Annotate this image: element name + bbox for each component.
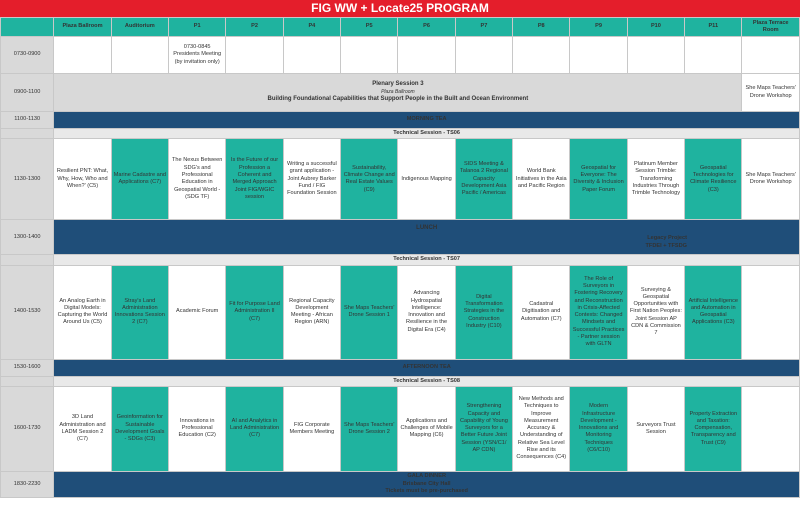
time-label: 1300-1400: [1, 220, 54, 255]
plenary-location: Plaza Ballroom: [381, 89, 415, 96]
header-auditorium: Auditorium: [111, 18, 168, 37]
row-1300: [1, 220, 800, 255]
cell-empty: [283, 37, 340, 74]
header-p10: P10: [627, 18, 684, 37]
lunch-bar: [54, 220, 800, 255]
time-label: 1100-1130: [1, 112, 54, 129]
session-cell[interactable]: Modern Infrastructure Development - Innovations and Monitoring Techniques (C6/C10): [570, 386, 627, 471]
header-p11: P11: [685, 18, 742, 37]
session-cell[interactable]: She Maps Teachers' Drone Workshop: [742, 139, 800, 220]
header-plaza-ballroom: Plaza Ballroom: [54, 18, 111, 37]
session-cell[interactable]: Regional Capacity Development Meeting - African Region (ARN): [283, 265, 340, 359]
session-cell[interactable]: Marine Cadastre and Applications (C7): [111, 139, 168, 220]
cell-empty: [513, 37, 570, 74]
time-label: 1830-2230: [1, 471, 54, 497]
cell-empty: [54, 37, 111, 74]
session-cell[interactable]: Academic Forum: [169, 265, 226, 359]
session-cell[interactable]: Is the Future of our Profession a Coherent and Merged Approach Joint FIG/WGIC session: [226, 139, 283, 220]
session-cell[interactable]: An Analog Earth in Digital Models: Capturing the World Around Us (C5): [54, 265, 111, 359]
header-time: [1, 18, 54, 37]
row-1530: [1, 359, 800, 376]
ts07-label: Technical Session - TS07: [54, 255, 800, 265]
header-p8: P8: [513, 18, 570, 37]
row-0730: [1, 37, 800, 74]
session-cell[interactable]: Resilient PNT: What, Why, How, Who and When?' (C5): [54, 139, 111, 220]
time-label: 0730-0900: [1, 37, 54, 74]
lunch-label: LUNCH: [416, 224, 438, 231]
cell-empty: [111, 37, 168, 74]
presidents-meeting-cell[interactable]: 0730-0845 Presidents Meeting (by invitation only): [169, 37, 226, 74]
session-cell[interactable]: Artificial Intelligence and Automation in Geospatial Applications (C3): [685, 265, 742, 359]
session-cell[interactable]: 3D Land Administration and LADM Session 2 (C7): [54, 386, 111, 471]
morning-tea-bar: MORNING TEA: [54, 112, 800, 129]
gala-venue: Brisbane City Hall: [402, 480, 451, 487]
header-p1: P1: [169, 18, 226, 37]
session-cell[interactable]: Surveyors Trust Session: [627, 386, 684, 471]
session-cell[interactable]: Stray's Land Administration Innovations Session 2 (C7): [111, 265, 168, 359]
session-cell[interactable]: New Methods and Techniques to Improve Measurement Accuracy & Understanding of Relative Sea Level Rise and its Consequences (C4): [513, 386, 570, 471]
time-label-blank: [1, 129, 54, 139]
time-label-blank: [1, 376, 54, 386]
time-label: 1600-1730: [1, 386, 54, 471]
row-0900: [1, 74, 800, 112]
header-p9: P9: [570, 18, 627, 37]
header-p4: P4: [283, 18, 340, 37]
time-label: 1530-1600: [1, 359, 54, 376]
time-label-blank: [1, 255, 54, 265]
row-1830: [1, 471, 800, 497]
header-p2: P2: [226, 18, 283, 37]
session-cell[interactable]: The Role of Surveyors in Fostering Recovery and Reconstruction in Crisis-Affected Contexts: Changed Mindsets and Successful Practices - Partner session with GLTN: [570, 265, 627, 359]
session-cell[interactable]: Property Extraction and Taxation: Compensation, Transparency and Trust (C9): [685, 386, 742, 471]
plenary-title: Plenary Session 3: [372, 81, 424, 88]
session-cell[interactable]: Indigenous Mapping: [398, 139, 455, 220]
session-cell[interactable]: She Maps Teachers' Drone Session 2: [341, 386, 398, 471]
time-label: 0900-1100: [1, 74, 54, 112]
ts08-label-row: [1, 376, 800, 386]
time-label: 1130-1300: [1, 139, 54, 220]
program-grid: [0, 17, 800, 498]
terrace-drone-workshop-cell[interactable]: She Maps Teachers' Drone Workshop: [742, 74, 800, 112]
session-cell[interactable]: The Nexus Between SDG's and Professional Education in Geospatial World - (SDG TF): [169, 139, 226, 220]
session-cell[interactable]: SIDS Meeting & Talanoa 2 Regional Capacity Development Asia Pacific / Americas: [455, 139, 512, 220]
cell-empty: [398, 37, 455, 74]
tfdei-tfsdg-label: TFDEI + TFSDG: [645, 242, 687, 249]
plenary-session-cell[interactable]: [54, 74, 742, 112]
afternoon-tea-bar: AFTERNOON TEA: [54, 359, 800, 376]
row-1100: [1, 112, 800, 129]
header-p5: P5: [341, 18, 398, 37]
ts06-label-row: [1, 129, 800, 139]
header-p7: P7: [455, 18, 512, 37]
session-cell[interactable]: AI and Analytics in Land Administration (C7): [226, 386, 283, 471]
session-cell[interactable]: She Maps Teachers' Drone Session 1: [341, 265, 398, 359]
session-cell[interactable]: Platinum Member Session Trimble: Transforming Industries Through Trimble Technology: [627, 139, 684, 220]
row-1400: [1, 265, 800, 359]
session-cell[interactable]: Applications and Challenges of Mobile Mapping (C6): [398, 386, 455, 471]
row-1600: [1, 386, 800, 471]
ts07-label-row: [1, 255, 800, 265]
header-p6: P6: [398, 18, 455, 37]
time-label: 1400-1530: [1, 265, 54, 359]
session-cell[interactable]: Advancing Hydrospatial Intelligence: Innovation and Resilience in the Digital Era (C4): [398, 265, 455, 359]
program-title: FIG WW + Locate25 PROGRAM: [0, 0, 800, 17]
session-cell[interactable]: Cadastral Digitisation and Automation (C7): [513, 265, 570, 359]
session-cell[interactable]: Geospatial for Everyone: The Diversity & Inclusion Paper Forum: [570, 139, 627, 220]
session-cell[interactable]: Innovations in Professional Education (C2): [169, 386, 226, 471]
cell-empty: [627, 37, 684, 74]
session-cell[interactable]: Writing a successful grant application - Joint Aubrey Barker Fund / FIG Foundation Session: [283, 139, 340, 220]
session-cell[interactable]: Surveying & Geospatial Opportunities with First Nation Peoples: Joint Session AP CDN & Commission 7: [627, 265, 684, 359]
plenary-description: Building Foundational Capabilities that Support People in the Built and Ocean Environment: [267, 95, 529, 102]
ts08-label: Technical Session - TS08: [54, 376, 800, 386]
ts06-label: Technical Session - TS06: [54, 129, 800, 139]
session-cell[interactable]: FIG Corporate Members Meeting: [283, 386, 340, 471]
header-row: [1, 18, 800, 37]
cell-empty: [742, 37, 800, 74]
session-cell: [742, 386, 800, 471]
session-cell: [742, 265, 800, 359]
session-cell[interactable]: World Bank Initiatives in the Asia and Pacific Region: [513, 139, 570, 220]
gala-tickets-note: Tickets must be pre-purchased: [385, 487, 468, 494]
cell-empty: [341, 37, 398, 74]
header-plaza-terrace: Plaza Terrace Room: [742, 18, 800, 37]
gala-dinner-bar: [54, 471, 800, 497]
gala-title: GALA DINNER: [407, 473, 446, 480]
cell-empty: [226, 37, 283, 74]
session-cell[interactable]: Geoinformation for Sustainable Development Goals - SDGs (C3): [111, 386, 168, 471]
session-cell[interactable]: Geospatial Technologies for Climate Resilience (C3): [685, 139, 742, 220]
session-cell[interactable]: Strengthening Capacity and Capability of Young Surveyors for a Better Future Joint Session (YSN/C1/ AP CDN): [455, 386, 512, 471]
row-1130: [1, 139, 800, 220]
session-cell[interactable]: Sustainability, Climate Change and Real Estate Values (C9): [341, 139, 398, 220]
cell-empty: [570, 37, 627, 74]
session-cell[interactable]: Fit for Purpose Land Administration II (C7): [226, 265, 283, 359]
legacy-project-label: Legacy Project: [647, 235, 687, 242]
cell-empty: [685, 37, 742, 74]
session-cell[interactable]: Digital Transformation Strategies in the Construction Industry (C10): [455, 265, 512, 359]
cell-empty: [455, 37, 512, 74]
